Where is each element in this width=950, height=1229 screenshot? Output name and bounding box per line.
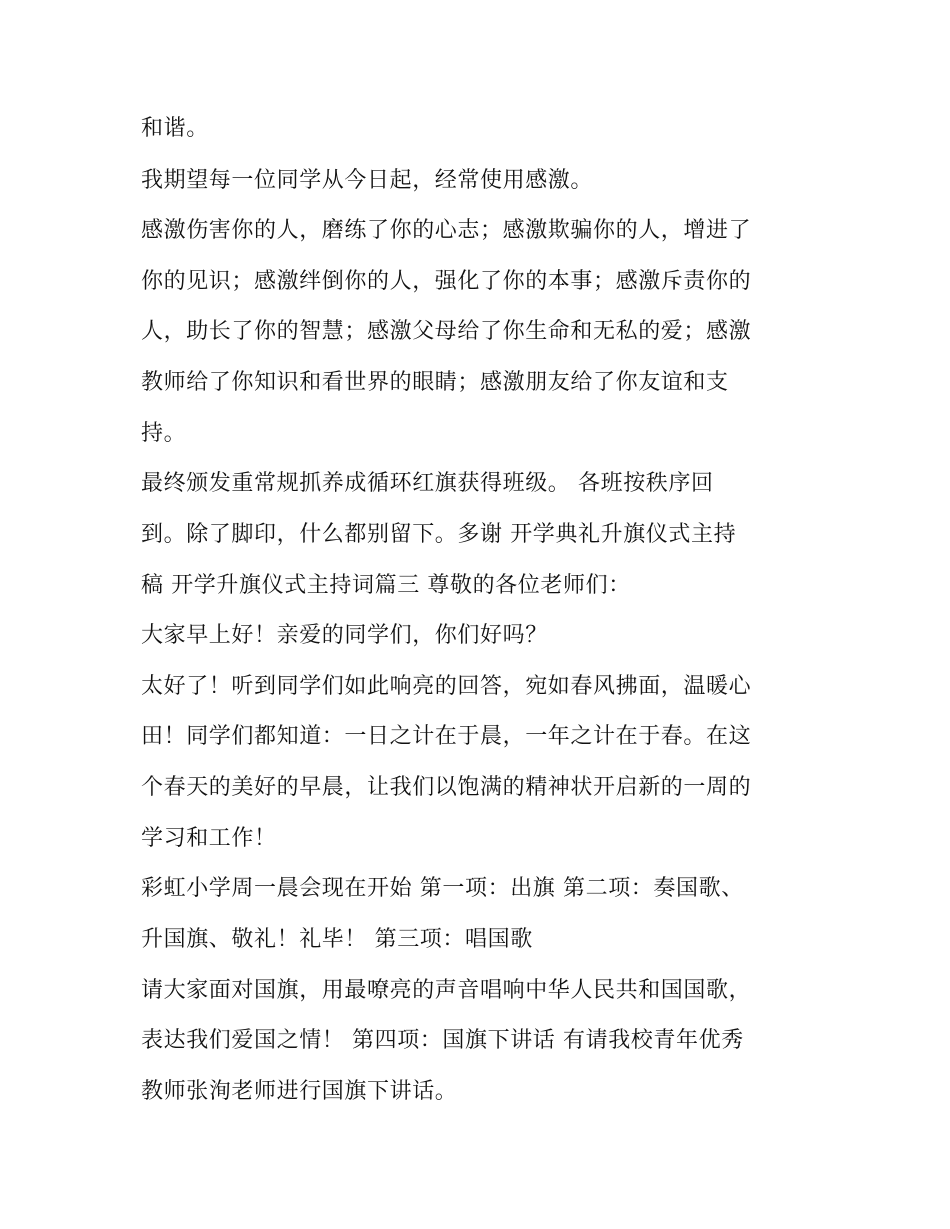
text-line: 大家早上好！亲爱的同学们，你们好吗？ (141, 623, 548, 648)
text-line: 到。除了脚印，什么都别留下。多谢 开学典礼升旗仪式主持 (141, 522, 737, 547)
text-line: 教师张洵老师进行国旗下讲话。 (141, 1079, 458, 1104)
text-line: 持。 (141, 421, 187, 446)
text-line: 稿 开学升旗仪式主持词篇三 尊敬的各位老师们： (141, 573, 631, 598)
text-line: 最终颁发重常规抓养成循环红旗获得班级。 各班按秩序回 (141, 471, 714, 496)
text-line: 田！同学们都知道：一日之计在于晨，一年之计在于春。在这 (141, 724, 752, 749)
text-line: 和谐。 (141, 116, 209, 141)
text-line: 感激伤害你的人，磨练了你的心志；感激欺骗你的人，增进了 (141, 218, 752, 243)
text-line: 升国旗、敬礼！礼毕！ 第三项：唱国歌 (141, 927, 533, 952)
text-line: 我期望每一位同学从今日起，经常使用感激。 (141, 168, 594, 193)
text-line: 彩虹小学周一晨会现在开始 第一项：出旗 第二项：奏国歌、 (141, 876, 744, 901)
text-line: 你的见识；感激绊倒你的人，强化了你的本事；感激斥责你的 (141, 269, 752, 294)
text-line: 请大家面对国旗，用最嘹亮的声音唱响中华人民共和国国歌， (141, 978, 752, 1003)
text-line: 表达我们爱国之情！ 第四项：国旗下讲话 有请我校青年优秀 (141, 1028, 744, 1053)
text-line: 个春天的美好的早晨，让我们以饱满的精神状开启新的一周的 (141, 775, 752, 800)
text-line: 学习和工作！ (141, 826, 277, 851)
text-line: 教师给了你知识和看世界的眼睛；感激朋友给了你友谊和支 (141, 370, 729, 395)
text-line: 太好了！听到同学们如此响亮的回答，宛如春风拂面，温暖心 (141, 674, 752, 699)
text-line: 人，助长了你的智慧；感激父母给了你生命和无私的爱；感激 (141, 319, 752, 344)
